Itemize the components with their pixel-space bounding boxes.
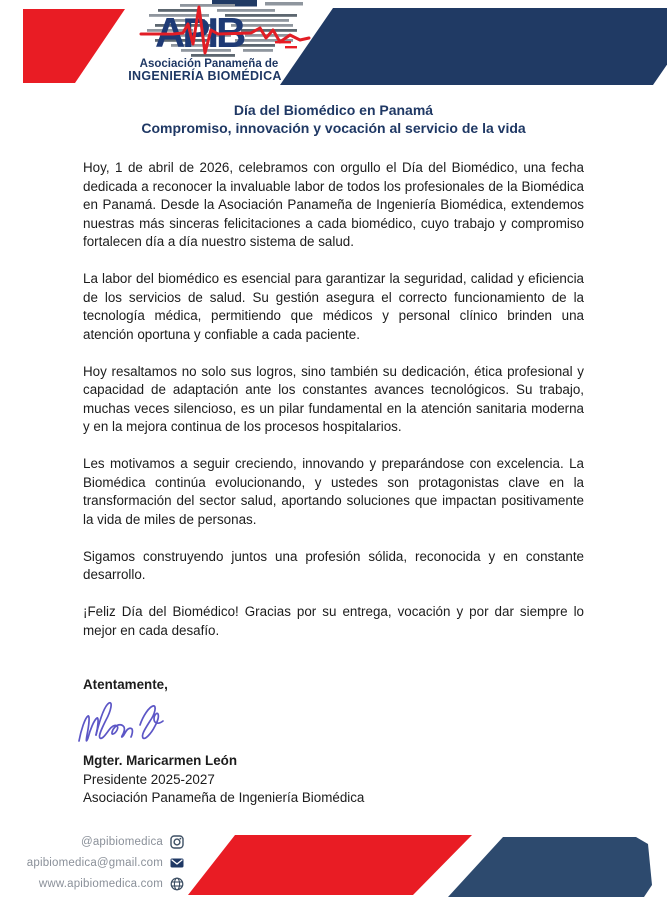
- logo-org-line1: Asociación Panameña de: [139, 58, 279, 70]
- closing-salutation: Atentamente,: [83, 677, 168, 692]
- header-red-shape: [23, 9, 125, 83]
- instagram-icon: [170, 835, 184, 849]
- contact-row-instagram: [0, 832, 184, 851]
- paragraph-2: La labor del biomédico es esencial para garantizar la seguridad, calidad y eficiencia de los servicios de salud. Su gestión asegura el correcto funcionamiento de la tecnología médica, permitiendo que médicos y personal clínico brinden una atención oportuna y confiable a cada paciente.: [83, 271, 584, 342]
- instagram-handle: @apibiomedica: [80, 835, 163, 848]
- email-address: apibiomedica@gmail.com: [26, 856, 163, 869]
- contact-row-email: [0, 853, 184, 872]
- footer-red-shape: [188, 835, 472, 895]
- website-url: www.apibiomedica.com: [38, 877, 163, 890]
- logo-acronym: APIB: [155, 9, 244, 56]
- header-navy-bar: [280, 8, 667, 85]
- footer-navy-shape: [448, 837, 656, 897]
- apib-logo: [125, 0, 320, 92]
- signer-role: Presidente 2025-2027: [83, 771, 215, 787]
- signer-name: Mgter. Maricarmen León: [83, 753, 238, 768]
- letter-title-block: [0, 101, 667, 137]
- letter-subtitle: Compromiso, innovación y vocación al servicio de la vida: [141, 120, 526, 136]
- paragraph-5: Sigamos construyendo juntos una profesión sólida, reconocida y en constante desarrollo.: [83, 548, 584, 582]
- logo-org-line2: INGENIERÍA BIOMÉDICA: [128, 69, 282, 83]
- signer-block: [83, 752, 364, 808]
- letter-body: [83, 159, 584, 659]
- signer-organization: Asociación Panameña de Ingeniería Biomédica: [83, 790, 365, 805]
- paragraph-1: Hoy, 1 de abril de 2026, celebramos con orgullo el Día del Biomédico, una fecha dedicada a reconocer la invaluable labor de todos los profesionales de la Biomédica en Panamá. Desde la Asociación Panameña de Ingeniería Biomédica, extendemos nuestras más sinceras felicitaciones a cada biomédico, cuyo trabajo y compromiso fortalecen día a día nuestro sistema de salud.: [83, 160, 584, 249]
- footer-contacts: [0, 832, 184, 893]
- paragraph-4: Les motivamos a seguir creciendo, innovando y preparándose con excelencia. La Biomédica continúa evolucionando, y ustedes son protagonistas clave en la transformación del sector salud, aportando soluciones que impactan positivamente la vida de miles de personas.: [83, 456, 584, 527]
- paragraph-3: Hoy resaltamos no solo sus logros, sino también su dedicación, ética profesional y capacidad de adaptación ante los constantes avances tecnológicos. Su trabajo, muchas veces silencioso, es un pilar fundamental en la atención sanitaria moderna y en la mejora continua de los procesos hospitalarios.: [83, 363, 584, 434]
- handwritten-signature: [72, 693, 177, 749]
- letter-title: Día del Biomédico en Panamá: [233, 102, 434, 118]
- email-icon: [170, 856, 184, 870]
- paragraph-6: ¡Feliz Día del Biomédico! Gracias por su entrega, vocación y por dar siempre lo mejor en cada desafío.: [83, 604, 584, 638]
- contact-row-website: [0, 874, 184, 893]
- globe-icon: [170, 877, 184, 891]
